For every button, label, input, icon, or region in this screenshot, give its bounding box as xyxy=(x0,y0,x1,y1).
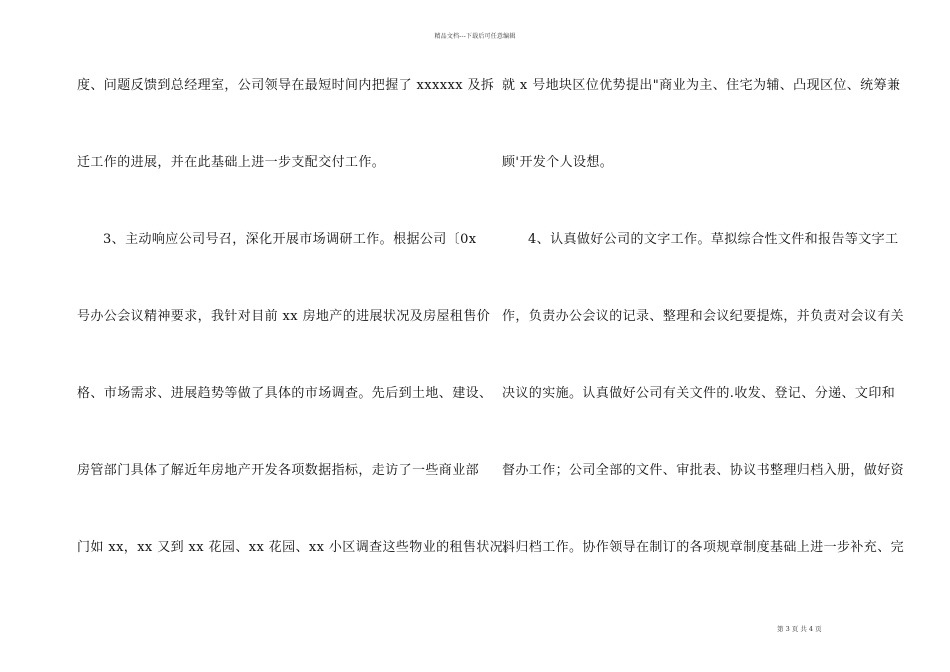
text-line: 督办工作；公司全部的文件、审批表、协议书整理归档入册，做好资 xyxy=(502,463,905,478)
text-line: 房管部门具体了解近年房地产开发各项数据指标，走访了一些商业部 xyxy=(77,463,480,478)
right-text-column xyxy=(502,76,905,615)
left-text-column xyxy=(77,76,517,615)
text-line: 号办公会议精神要求，我针对目前 xx 房地产的进展状况及房屋租售价 xyxy=(77,309,491,324)
paragraph-start-line: 3、主动响应公司号召，深化开展市场调研工作。根据公司〔0x xyxy=(103,232,477,247)
text-line: 迁工作的进展，并在此基础上进一步支配交付工作。 xyxy=(77,155,386,170)
text-line: 顾'开发个人设想。 xyxy=(502,155,614,170)
text-line: 格、市场需求、进展趋势等做了具体的市场调查。先后到土地、建设、 xyxy=(77,386,493,401)
page-header: 精品文档---下载后可任意编辑 xyxy=(434,33,516,40)
page-number: 第 3 页 共 4 页 xyxy=(777,625,822,633)
text-line: 度、问题反馈到总经理室，公司领导在最短时间内把握了 xxxxxx 及拆 xyxy=(77,78,495,93)
text-line: 料归档工作。协作领导在制订的各项规章制度基础上进一步补充、完 xyxy=(502,540,905,555)
text-line: 门如 xx，xx 又到 xx 花园、xx 花园、xx 小区调查这些物业的租售状况。 xyxy=(77,540,517,555)
text-line: 就 x 号地块区位优势提出"商业为主、住宅为辅、凸现区位、统筹兼 xyxy=(502,78,901,93)
text-line: 决议的实施。认真做好公司有关文件的.收发、登记、分递、文印和 xyxy=(502,386,896,401)
paragraph-start-line: 4、认真做好公司的文字工作。草拟综合性文件和报告等文字工 xyxy=(528,232,899,247)
text-line: 作，负责办公会议的记录、整理和会议纪要提炼，并负责对会议有关 xyxy=(502,309,905,324)
